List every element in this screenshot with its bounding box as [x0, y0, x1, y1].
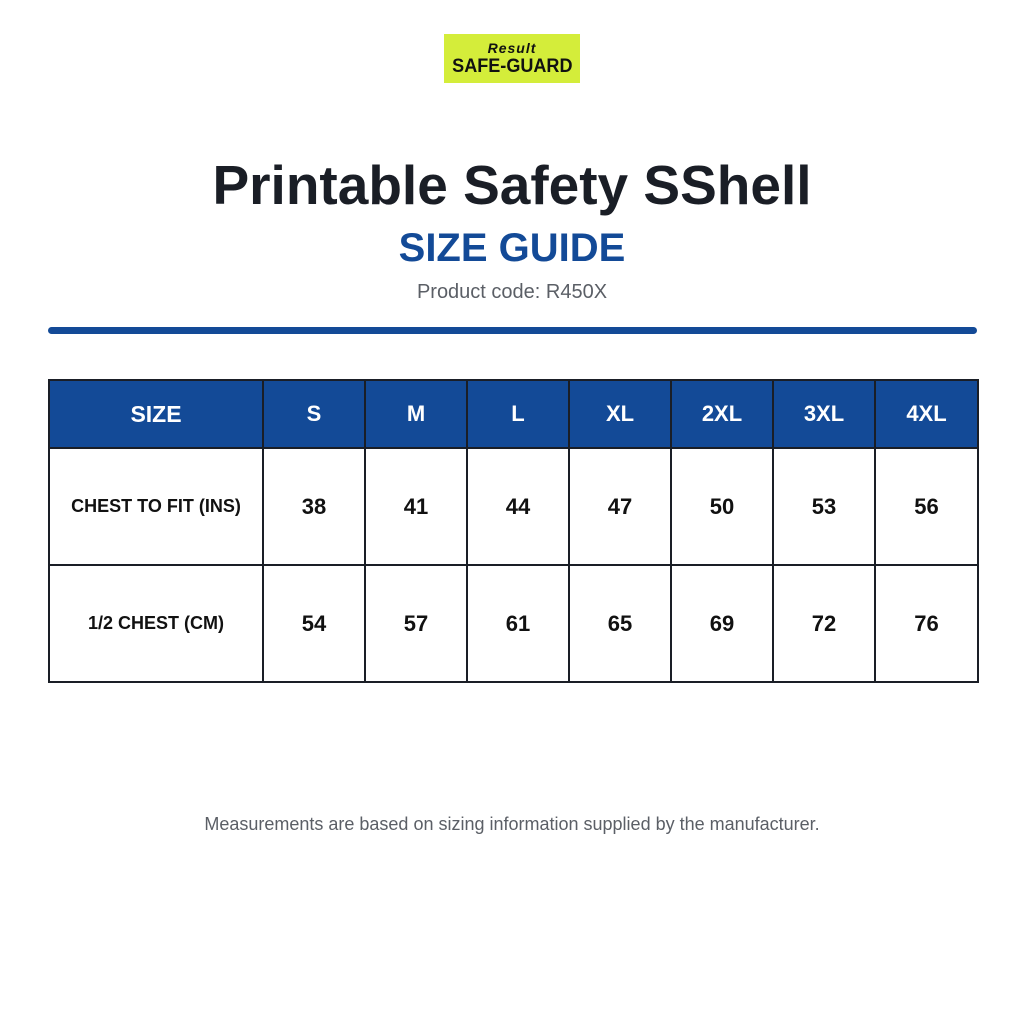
row-label: CHEST TO FIT (INS) — [49, 448, 263, 565]
table-cell: 56 — [875, 448, 978, 565]
table-row — [49, 565, 978, 682]
header-cell: M — [365, 380, 467, 448]
header-cell: L — [467, 380, 569, 448]
table-cell: 76 — [875, 565, 978, 682]
footnote: Measurements are based on sizing information supplied by the manufacturer. — [204, 814, 820, 834]
table-cell: 53 — [773, 448, 875, 565]
table-cell: 50 — [671, 448, 773, 565]
header-cell: 2XL — [671, 380, 773, 448]
header-cell-size: SIZE — [49, 380, 263, 448]
table-cell: 41 — [365, 448, 467, 565]
logo-line-result: Result — [487, 40, 537, 56]
table-cell: 61 — [467, 565, 569, 682]
table-cell: 44 — [467, 448, 569, 565]
header-cell: S — [263, 380, 365, 448]
header-cell: 4XL — [875, 380, 978, 448]
table-cell: 57 — [365, 565, 467, 682]
table-cell: 54 — [263, 565, 365, 682]
page-subtitle: SIZE GUIDE — [398, 226, 626, 270]
logo-line-safeguard: SAFE-GUARD — [451, 56, 573, 77]
header-cell: XL — [569, 380, 671, 448]
size-table — [48, 379, 979, 683]
table-cell: 47 — [569, 448, 671, 565]
product-code: Product code: R450X — [416, 281, 608, 303]
table-header-row — [49, 380, 978, 448]
header-cell: 3XL — [773, 380, 875, 448]
table-row — [49, 448, 978, 565]
header-divider — [48, 327, 977, 334]
page-title: Printable Safety SShell — [212, 154, 812, 216]
row-label: 1/2 CHEST (CM) — [49, 565, 263, 682]
table-cell: 65 — [569, 565, 671, 682]
table-cell: 69 — [671, 565, 773, 682]
table-cell: 38 — [263, 448, 365, 565]
brand-logo — [444, 34, 580, 83]
table-cell: 72 — [773, 565, 875, 682]
